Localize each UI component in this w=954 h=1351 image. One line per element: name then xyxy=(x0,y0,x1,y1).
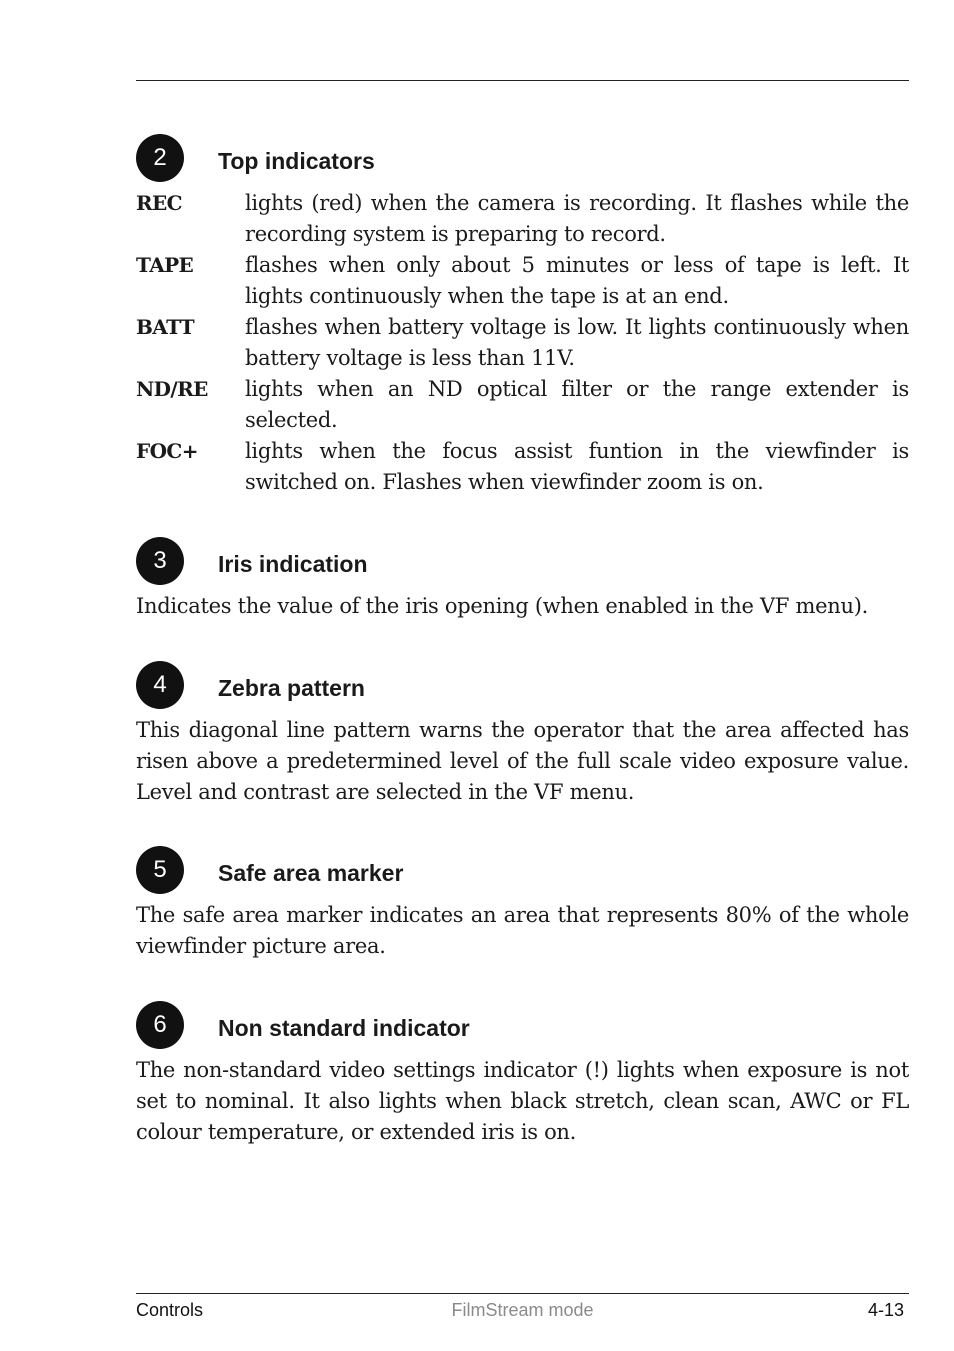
section-iris-indication xyxy=(136,537,909,622)
section-title: Zebra pattern xyxy=(218,675,365,701)
footer-mode: FilmStream mode xyxy=(451,1300,594,1320)
indicator-term: BATT xyxy=(136,315,194,339)
indicator-row-foc xyxy=(136,436,909,498)
section-heading xyxy=(136,1001,909,1051)
section-heading xyxy=(136,846,909,896)
section-title: Non standard indicator xyxy=(218,1015,470,1041)
indicator-description: lights when the focus assist funtion in the viewfinder is switched on. Flashes when viewfinder zoom is on. xyxy=(245,439,909,494)
section-heading xyxy=(136,661,909,711)
section-title: Iris indication xyxy=(218,551,368,577)
footer-rule xyxy=(136,1293,909,1294)
section-body: Indicates the value of the iris opening (when enabled in the VF menu). xyxy=(136,594,869,618)
section-title: Top indicators xyxy=(218,148,375,174)
indicator-row-rec xyxy=(136,188,909,250)
section-body: The non-standard video settings indicator (!) lights when exposure is not set to nominal. It also lights when black stretch, clean scan, AWC or FL colour temperature, or extended iris is on. xyxy=(136,1058,909,1144)
indicator-list xyxy=(136,188,909,498)
section-top-indicators xyxy=(136,134,909,498)
indicator-description: lights when an ND optical filter or the range extender is selected. xyxy=(245,377,909,432)
section-number-badge: 3 xyxy=(136,537,184,585)
footer-page-number: 4-13 xyxy=(867,1300,904,1320)
indicator-row-batt xyxy=(136,312,909,374)
section-body: The safe area marker indicates an area that represents 80% of the whole viewfinder picture area. xyxy=(136,903,909,958)
section-body: This diagonal line pattern warns the operator that the area affected has risen above a predetermined level of the full scale video exposure value. Level and contrast are selected in the VF menu. xyxy=(136,718,909,804)
indicator-term: FOC+ xyxy=(136,439,198,463)
indicator-description: lights (red) when the camera is recording. It flashes while the recording system is preparing to record. xyxy=(245,191,909,246)
section-heading xyxy=(136,537,909,587)
section-number-badge: 6 xyxy=(136,1001,184,1049)
indicator-row-tape xyxy=(136,250,909,312)
section-heading xyxy=(136,134,909,184)
indicator-description: flashes when battery voltage is low. It lights continuously when battery voltage is less than 11V. xyxy=(245,315,909,370)
indicator-description: flashes when only about 5 minutes or less of tape is left. It lights continuously when the tape is at an end. xyxy=(245,253,909,308)
section-safe-area-marker xyxy=(136,846,909,962)
section-zebra-pattern xyxy=(136,661,909,808)
indicator-term: TAPE xyxy=(136,253,194,277)
section-title: Safe area marker xyxy=(218,860,404,886)
indicator-row-nd-re xyxy=(136,374,909,436)
footer-chapter: Controls xyxy=(136,1300,204,1320)
section-number-badge: 4 xyxy=(136,661,184,709)
section-number-badge: 2 xyxy=(136,134,184,182)
indicator-term: REC xyxy=(136,191,182,215)
header-rule xyxy=(136,80,909,81)
section-non-standard-indicator xyxy=(136,1001,909,1148)
indicator-term: ND/RE xyxy=(136,377,208,401)
section-number-badge: 5 xyxy=(136,846,184,894)
